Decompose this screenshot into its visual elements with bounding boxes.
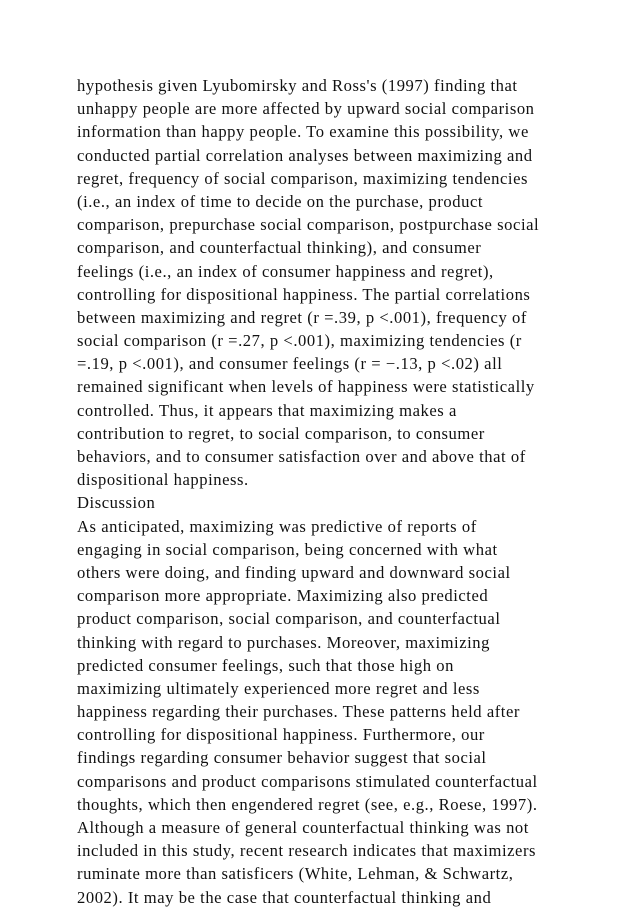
text-line: others were doing, and finding upward and downward social <box>77 562 511 582</box>
text-line: thoughts, which then engendered regret (see, e.g., Roese, 1997). <box>77 794 538 814</box>
text-line: As anticipated, maximizing was predictive of reports of <box>77 516 477 536</box>
text-line: maximizing ultimately experienced more regret and less <box>77 678 480 698</box>
text-line: controlling for dispositional happiness. The partial correlations <box>77 284 531 304</box>
text-line: behaviors, and to consumer satisfaction over and above that of <box>77 447 526 466</box>
text-line: feelings (i.e., an index of consumer happiness and regret), <box>77 261 494 281</box>
text-line: controlled. Thus, it appears that maximizing makes a <box>77 400 457 420</box>
text-line: conducted partial correlation analyses between maximizing and <box>77 145 533 165</box>
text-line: remained significant when levels of happiness were statistically <box>77 377 535 397</box>
text-line: happiness regarding their purchases. These patterns held after <box>77 702 520 722</box>
text-line: comparison more appropriate. Maximizing also predicted <box>77 586 489 606</box>
text-line: =.19, p <.001), and consumer feelings (r = −.13, p <.02) all <box>77 354 503 374</box>
text-line: included in this study, recent research indicates that maximizers <box>77 841 537 861</box>
text-line: comparison, and counterfactual thinking), and consumer <box>77 238 482 258</box>
text-line: between maximizing and regret (r =.39, p <.001), frequency of <box>77 307 527 327</box>
text-line: ruminate more than satisficers (White, Lehman, & Schwartz, <box>77 864 514 884</box>
section-heading-discussion: Discussion <box>77 493 156 513</box>
text-line: product comparison, social comparison, and counterfactual <box>77 609 501 629</box>
text-line: 2002). It may be the case that counterfactual thinking and <box>77 887 492 907</box>
text-line: comparisons and product comparisons stimulated counterfactual <box>77 771 538 791</box>
text-line: regret, frequency of social comparison, maximizing tendencies <box>77 168 529 188</box>
text-line: information than happy people. To examine this possibility, we <box>77 122 529 142</box>
text-line: social comparison (r =.27, p <.001), maximizing tendencies (r <box>77 331 522 351</box>
text-line: predicted consumer feelings, such that those high on <box>77 655 454 675</box>
text-line: (i.e., an index of time to decide on the purchase, product <box>77 191 484 211</box>
text-line: engaging in social comparison, being concerned with what <box>77 539 498 559</box>
text-line: contribution to regret, to social comparison, to consumer <box>77 423 485 443</box>
text-line: hypothesis given Lyubomirsky and Ross's (1997) finding that <box>77 76 518 95</box>
text-line: dispositional happiness. <box>77 470 249 490</box>
text-line: unhappy people are more affected by upward social comparison <box>77 99 535 119</box>
text-line: comparison, prepurchase social comparison, postpurchase social <box>77 215 540 235</box>
text-line: controlling for dispositional happiness. Furthermore, our <box>77 725 485 745</box>
text-line: thinking with regard to purchases. Moreover, maximizing <box>77 632 490 652</box>
document-body <box>77 74 597 909</box>
text-line: Although a measure of general counterfactual thinking was not <box>77 818 529 837</box>
text-line: findings regarding consumer behavior suggest that social <box>77 748 487 768</box>
